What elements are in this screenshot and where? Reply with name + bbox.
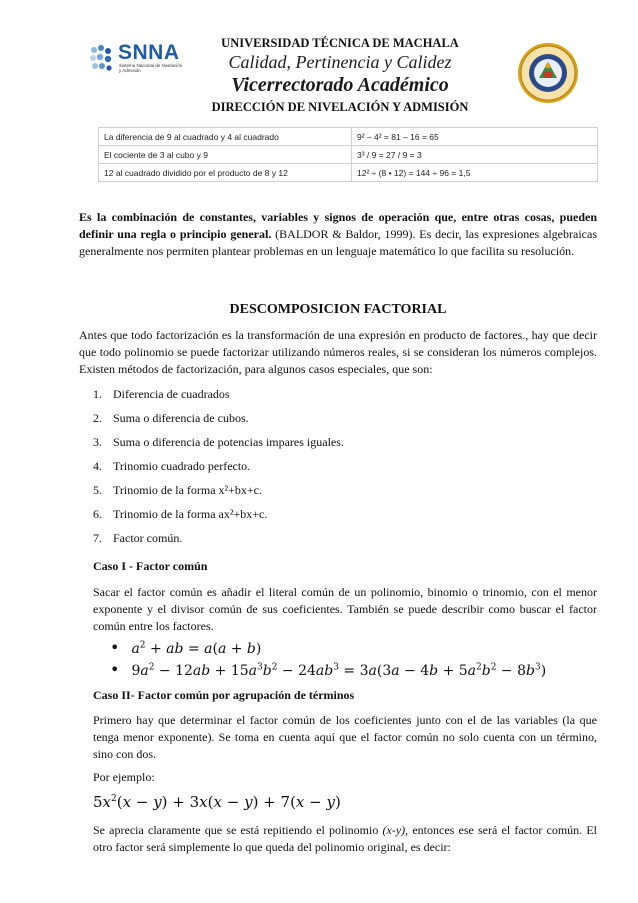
case2-paragraph: Primero hay que determinar el factor común de los coeficientes junto con el de las variables (la que tenga menor exponente). Se toma en cuenta aquí que el factor común no solo cuenta con un término, sino con dos. <box>93 713 597 761</box>
intro-paragraph: Antes que todo factorización es la transformación de una expresión en producto de factores., hay que decir que todo polinomio se puede factorizar utilizando números reales, si se consideran los números complejos. Existen métodos de factorización, para algunos casos especiales, que son: <box>79 328 597 376</box>
case2-title: Caso II- Factor común por agrupación de términos <box>93 688 355 702</box>
table-cell-expression: 3³ / 9 = 27 / 9 = 3 <box>352 146 598 164</box>
university-motto: Calidad, Pertinencia y Calidez <box>228 52 452 72</box>
table-row <box>99 146 598 164</box>
snna-mark-icon <box>88 44 116 76</box>
formula-common-factor: • $a^2$ + ab = a(a + b) <box>110 638 262 657</box>
definition-paragraph <box>79 209 597 260</box>
list-item <box>93 506 493 530</box>
vice-rectorate-title: Vicerrectorado Académico <box>231 74 449 96</box>
closing-text-b: , entonces ese será el factor común. El otro factor será simplemente lo que queda del polinomio original, es decir: <box>93 823 597 854</box>
table-cell-description: El cociente de 3 al cubo y 9 <box>99 146 352 164</box>
list-label: Trinomio de la forma x²+bx+c. <box>113 483 263 497</box>
list-item <box>93 458 493 482</box>
definition-rest: (BALDOR & Baldor, 1999). Es decir, las expresiones algebraicas generalmente nos permiten plantear problemas en un lenguaje matemático lo que facilita su resolución. <box>79 227 597 258</box>
list-label: Suma o diferencia de cubos. <box>113 411 249 425</box>
methods-list <box>93 386 493 554</box>
list-label: Suma o diferencia de potencias impares iguales. <box>113 435 344 449</box>
table-cell-description: La diferencia de 9 al cuadrado y 4 al cuadrado <box>99 128 352 146</box>
table-row <box>99 128 598 146</box>
case1-paragraph: Sacar el factor común es añadir el literal común de un polinomio, binomio o trinomio, con el menor exponente y el divisor común de sus coeficientes. También se puede describir como buscar el factor común entre los factores. <box>93 585 597 633</box>
snna-wordmark: SNNA <box>118 41 180 64</box>
list-item <box>93 434 493 458</box>
direction-title: DIRECCIÓN DE NIVELACIÓN Y ADMISIÓN <box>211 100 469 114</box>
list-number: 3. <box>93 435 102 449</box>
snna-logo <box>88 40 184 80</box>
list-label: Diferencia de cuadrados <box>113 387 230 401</box>
snna-subtitle: Sistema Nacional de Nivelación y Admisión <box>119 63 183 73</box>
list-label: Trinomio cuadrado perfecto. <box>113 459 251 473</box>
list-item <box>93 410 493 434</box>
examples-table <box>98 127 598 182</box>
section-title: DESCOMPOSICION FACTORIAL <box>229 302 447 317</box>
list-number: 1. <box>93 387 102 401</box>
list-item <box>93 386 493 410</box>
table-row <box>99 164 598 182</box>
list-label: Trinomio de la forma ax²+bx+c. <box>113 507 268 521</box>
list-number: 5. <box>93 483 102 497</box>
formula-grouping: $5x^2(x - y) + 3x(x - y) + 7(x - y)$ <box>93 793 341 811</box>
table-cell-description: 12 al cuadrado dividido por el producto de 8 y 12 <box>99 164 352 182</box>
university-seal-icon <box>517 42 579 104</box>
closing-text-a: Se aprecia claramente que se está repitiendo el polinomio <box>93 823 383 837</box>
definition-bold: Es la combinación de constantes, variables y signos de operación que, entre otras cosas, pueden definir una regla o principio general. <box>79 210 597 241</box>
case2-closing-paragraph <box>93 822 597 856</box>
list-number: 7. <box>93 531 102 545</box>
table-cell-expression: 9² – 4² = 81 – 16 = 65 <box>352 128 598 146</box>
list-item <box>93 530 493 554</box>
list-item <box>93 482 493 506</box>
list-number: 4. <box>93 459 102 473</box>
closing-polynomial: (x-y) <box>382 823 406 837</box>
example-label: Por ejemplo: <box>93 770 155 784</box>
list-number: 6. <box>93 507 102 521</box>
list-label: Factor común. <box>113 531 183 545</box>
university-name: UNIVERSIDAD TÉCNICA DE MACHALA <box>221 36 459 50</box>
formula-common-factor-2: • $9a^2 - 12ab + 15a^3b^2 - 24ab^3 = 3a(3a - 4b + 5a^2b^2 - 8b^3)$ <box>110 660 547 679</box>
list-number: 2. <box>93 411 102 425</box>
case1-title: Caso I - Factor común <box>93 559 208 573</box>
table-cell-expression: 12² ÷ (8 • 12) = 144 ÷ 96 = 1,5 <box>352 164 598 182</box>
